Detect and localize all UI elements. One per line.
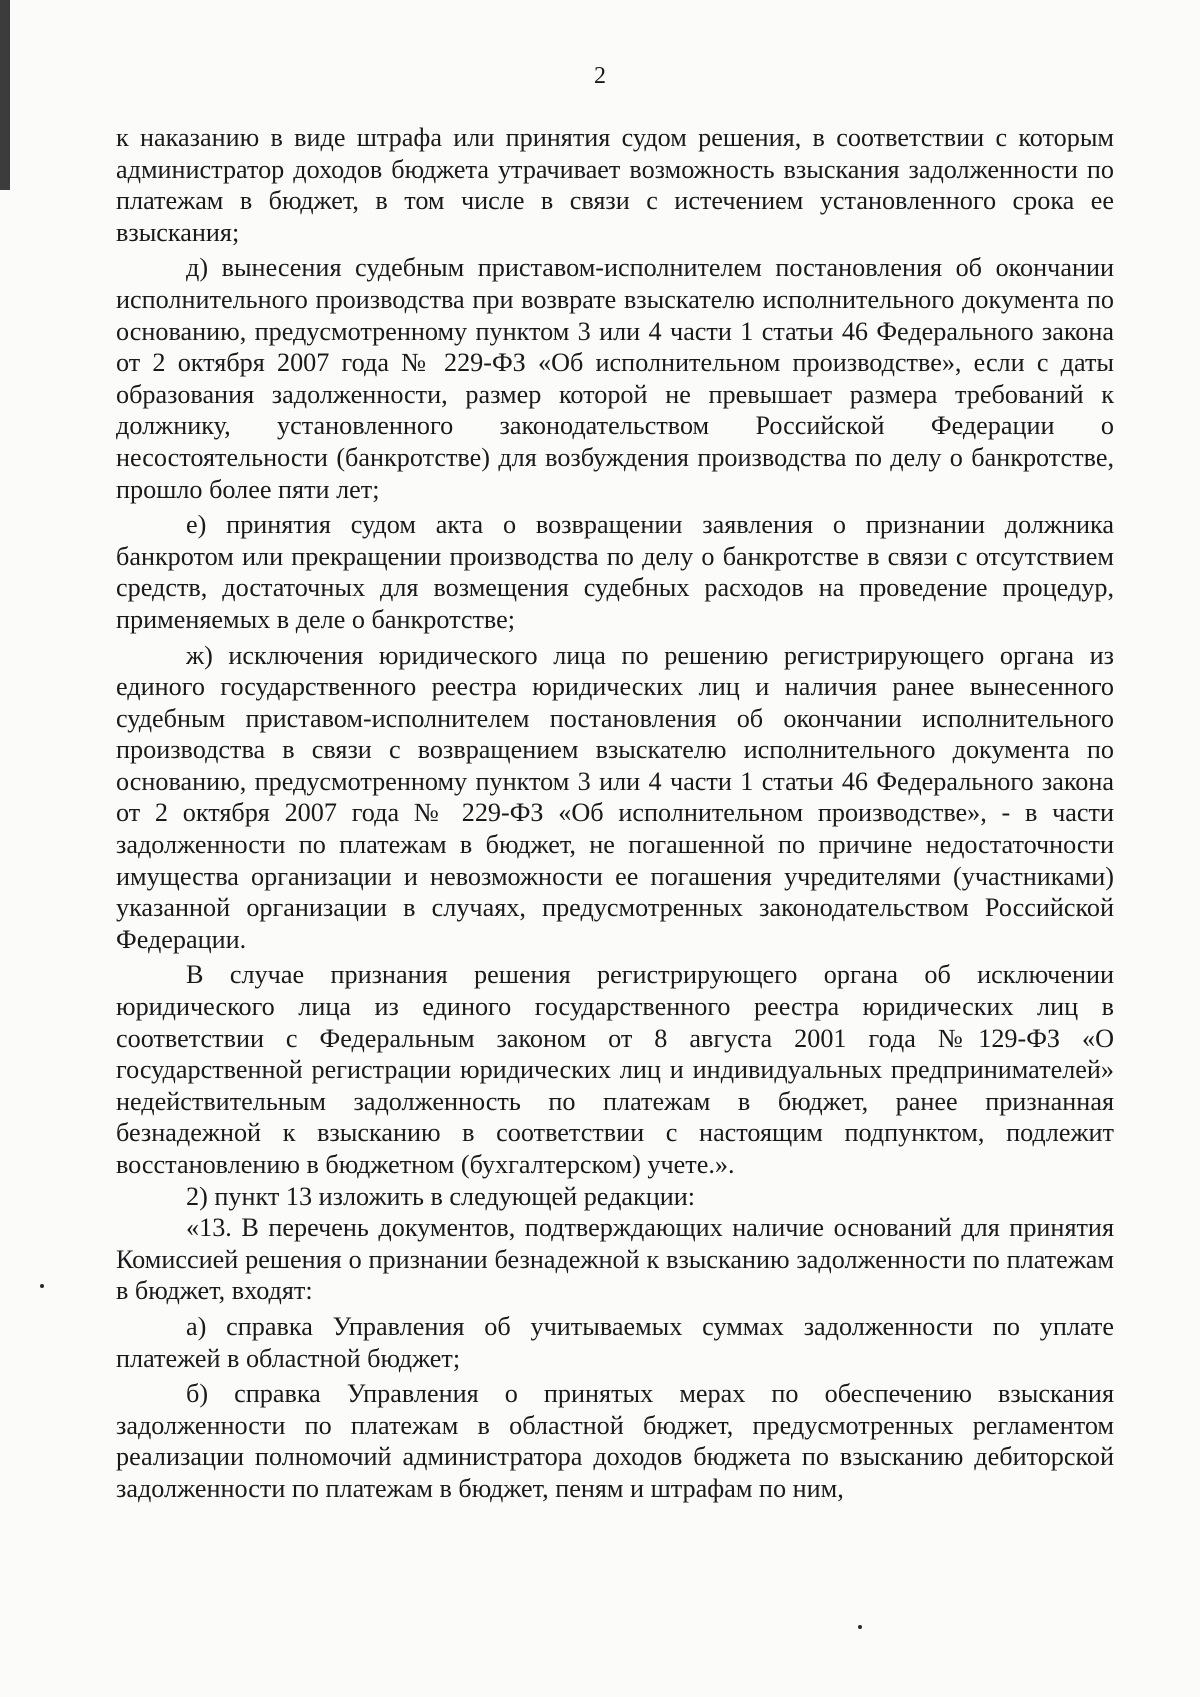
paragraph-item-zh: ж) исключения юридического лица по решению регистрирующего органа из единого государственного реестра юридических лиц и наличия ранее вынесенного судебным приставом-исполнителем постановления об окончании исполнительного производства в связи с возвращением взыскателю исполнительного документа по основанию, предусмотренному пунктом 3 или 4 части 1 статьи 46 Федерального закона от 2 октября 2007 года № 229-ФЗ «Об исполнительном производстве», - в части задолженности по платежам в бюджет, не погашенной по причине недостаточности имущества организации и невозможности ее погашения учредителями (участниками) указанной организации в случаях, предусмотренных законодательством Российской Федерации. [116,640,1114,954]
scan-speck [858,1625,862,1629]
paragraph-point-13: «13. В перечень документов, подтверждающих наличие оснований для принятия Комиссией решения о признании безнадежной к взысканию задолженности по платежам в бюджет, входят: [116,1213,1114,1306]
scan-speck [40,1284,44,1288]
page-number: 2 [594,63,606,89]
document-body [116,122,1114,1505]
scan-edge-mark [0,0,10,190]
paragraph-continuation: к наказанию в виде штрафа или принятия судом решения, в соответствии с которым администратор доходов бюджета утрачивает возможность взыскания задолженности по платежам в бюджет, в том числе в связи с истечением установленного срока ее взыскания; [116,123,1114,247]
paragraph-point-2: 2) пункт 13 изложить в следующей редакции: [186,1181,696,1211]
paragraph-item-b: б) справка Управления о принятых мерах по обеспечению взыскания задолженности по платежам в областной бюджет, предусмотренных регламентом реализации полномочий администратора доходов бюджета по взысканию дебиторской задолженности по платежам в бюджет, пеням и штрафам по ним, [116,1379,1114,1503]
paragraph-exclusion-case: В случае признания решения регистрирующего органа об исключении юридического лица из единого государственного реестра юридических лиц в соответствии с Федеральным законом от 8 августа 2001 года №129-ФЗ «О государственной регистрации юридических лиц и индивидуальных предпринимателей» недействительным задолженность по платежам в бюджет, ранее признанная безнадежной к взысканию в соответствии с настоящим подпунктом, подлежит восстановлению в бюджетном (бухгалтерском) учете.». [116,960,1114,1179]
paragraph-item-e: е) принятия судом акта о возвращении заявления о признании должника банкротом или прекращении производства по делу о банкротстве в связи с отсутствием средств, достаточных для возмещения судебных расходов на проведение процедур, применяемых в деле о банкротстве; [116,510,1114,634]
paragraph-item-d: д) вынесения судебным приставом-исполнителем постановления об окончании исполнительного производства при возврате взыскателю исполнительного документа по основанию, предусмотренному пунктом 3 или 4 части 1 статьи 46 Федерального закона от 2 октября 2007 года № 229-ФЗ «Об исполнительном производстве», если с даты образования задолженности, размер которой не превышает размера требований к должнику, установленного законодательством Российской Федерации о несостоятельности (банкротстве) для возбуждения производства по делу о банкротстве, прошло более пяти лет; [116,253,1114,504]
paragraph-item-a: а) справка Управления об учитываемых суммах задолженности по уплате платежей в областной бюджет; [116,1311,1114,1373]
